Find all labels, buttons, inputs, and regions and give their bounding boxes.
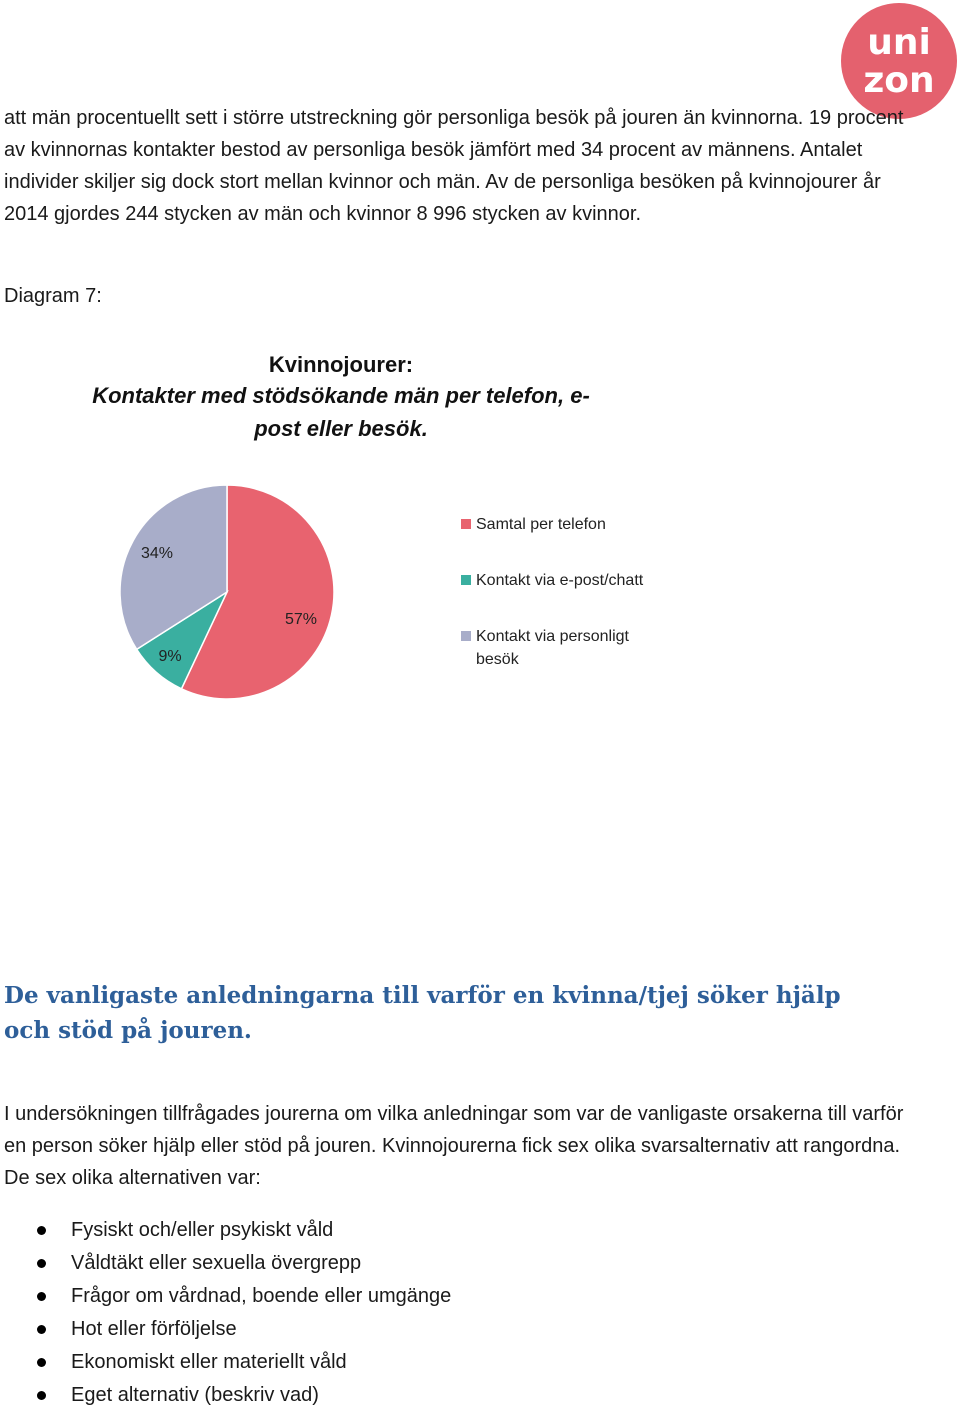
legend-label-personligt-line1: Kontakt via personligt [476, 628, 629, 645]
bullet-icon [37, 1292, 46, 1301]
bullet-icon [37, 1391, 46, 1400]
chart-subtitle-line1: Kontakter med stödsökande män per telefon, e- [92, 383, 590, 408]
slice-label-telefon: 57% [284, 611, 318, 628]
list-item-text: Fysiskt och/eller psykiskt våld [71, 1219, 334, 1241]
list-item [0, 1379, 451, 1412]
bullet-icon [37, 1358, 46, 1367]
list-item-text: Hot eller förföljelse [71, 1318, 237, 1340]
slice-label-epost: 9% [158, 648, 182, 665]
legend-label-epost: Kontakt via e-post/chatt [476, 572, 644, 589]
chart-title: Kvinnojourer: [268, 352, 414, 377]
bullet-icon [37, 1325, 46, 1334]
pie-slices [120, 485, 334, 699]
bullet-icon [37, 1226, 46, 1235]
list-item-text: Våldtäkt eller sexuella övergrepp [71, 1252, 362, 1274]
list-item [0, 1247, 451, 1280]
logo-text-bottom: zon [863, 60, 935, 101]
pie-chart [60, 340, 760, 720]
body-paragraph: I undersökningen tillfrågades jourerna om vilka anledningar som var de vanligaste orsakerna till varför en person söker hjälp eller stöd på jouren. Kvinnojourerna fick sex olika svarsalternativ att rangordna. De sex olika alternativen var: [4, 1103, 904, 1189]
legend-swatch-personligt [461, 631, 471, 641]
legend-swatch-epost [461, 575, 471, 585]
chart-legend [461, 516, 644, 668]
list-item [0, 1280, 451, 1313]
list-item-text: Eget alternativ (beskriv vad) [71, 1384, 319, 1406]
slice-label-personligt: 34% [140, 545, 174, 562]
list-item-text: Ekonomiskt eller materiellt våld [71, 1351, 347, 1373]
diagram-caption: Diagram 7: [4, 285, 102, 307]
reasons-list [0, 1214, 451, 1412]
list-item-text: Frågor om vårdnad, boende eller umgänge [71, 1285, 452, 1307]
legend-label-telefon: Samtal per telefon [476, 516, 606, 533]
logo-text-top: uni [867, 22, 931, 63]
bullet-icon [37, 1259, 46, 1268]
legend-label-personligt-line2: besök [476, 651, 519, 668]
section-heading: De vanligaste anledningarna till varför en kvinna/tjej söker hjälp och stöd på jouren. [4, 982, 841, 1044]
list-item [0, 1214, 451, 1247]
list-item [0, 1313, 451, 1346]
intro-paragraph: att män procentuellt sett i större utstreckning gör personliga besök på jouren än kvinnorna. 19 procent av kvinnornas kontakter bestod av personliga besök jämfört med 34 procent av männens. Antalet individer skiljer sig dock stort mellan kvinnor och män. Av de personliga besöken på kvinnojourer år 2014 gjordes 244 stycken av män och kvinnor 8 996 stycken av kvinnor. [4, 107, 904, 225]
legend-swatch-telefon [461, 519, 471, 529]
list-item [0, 1346, 451, 1379]
chart-subtitle-line2: post eller besök. [254, 416, 428, 441]
